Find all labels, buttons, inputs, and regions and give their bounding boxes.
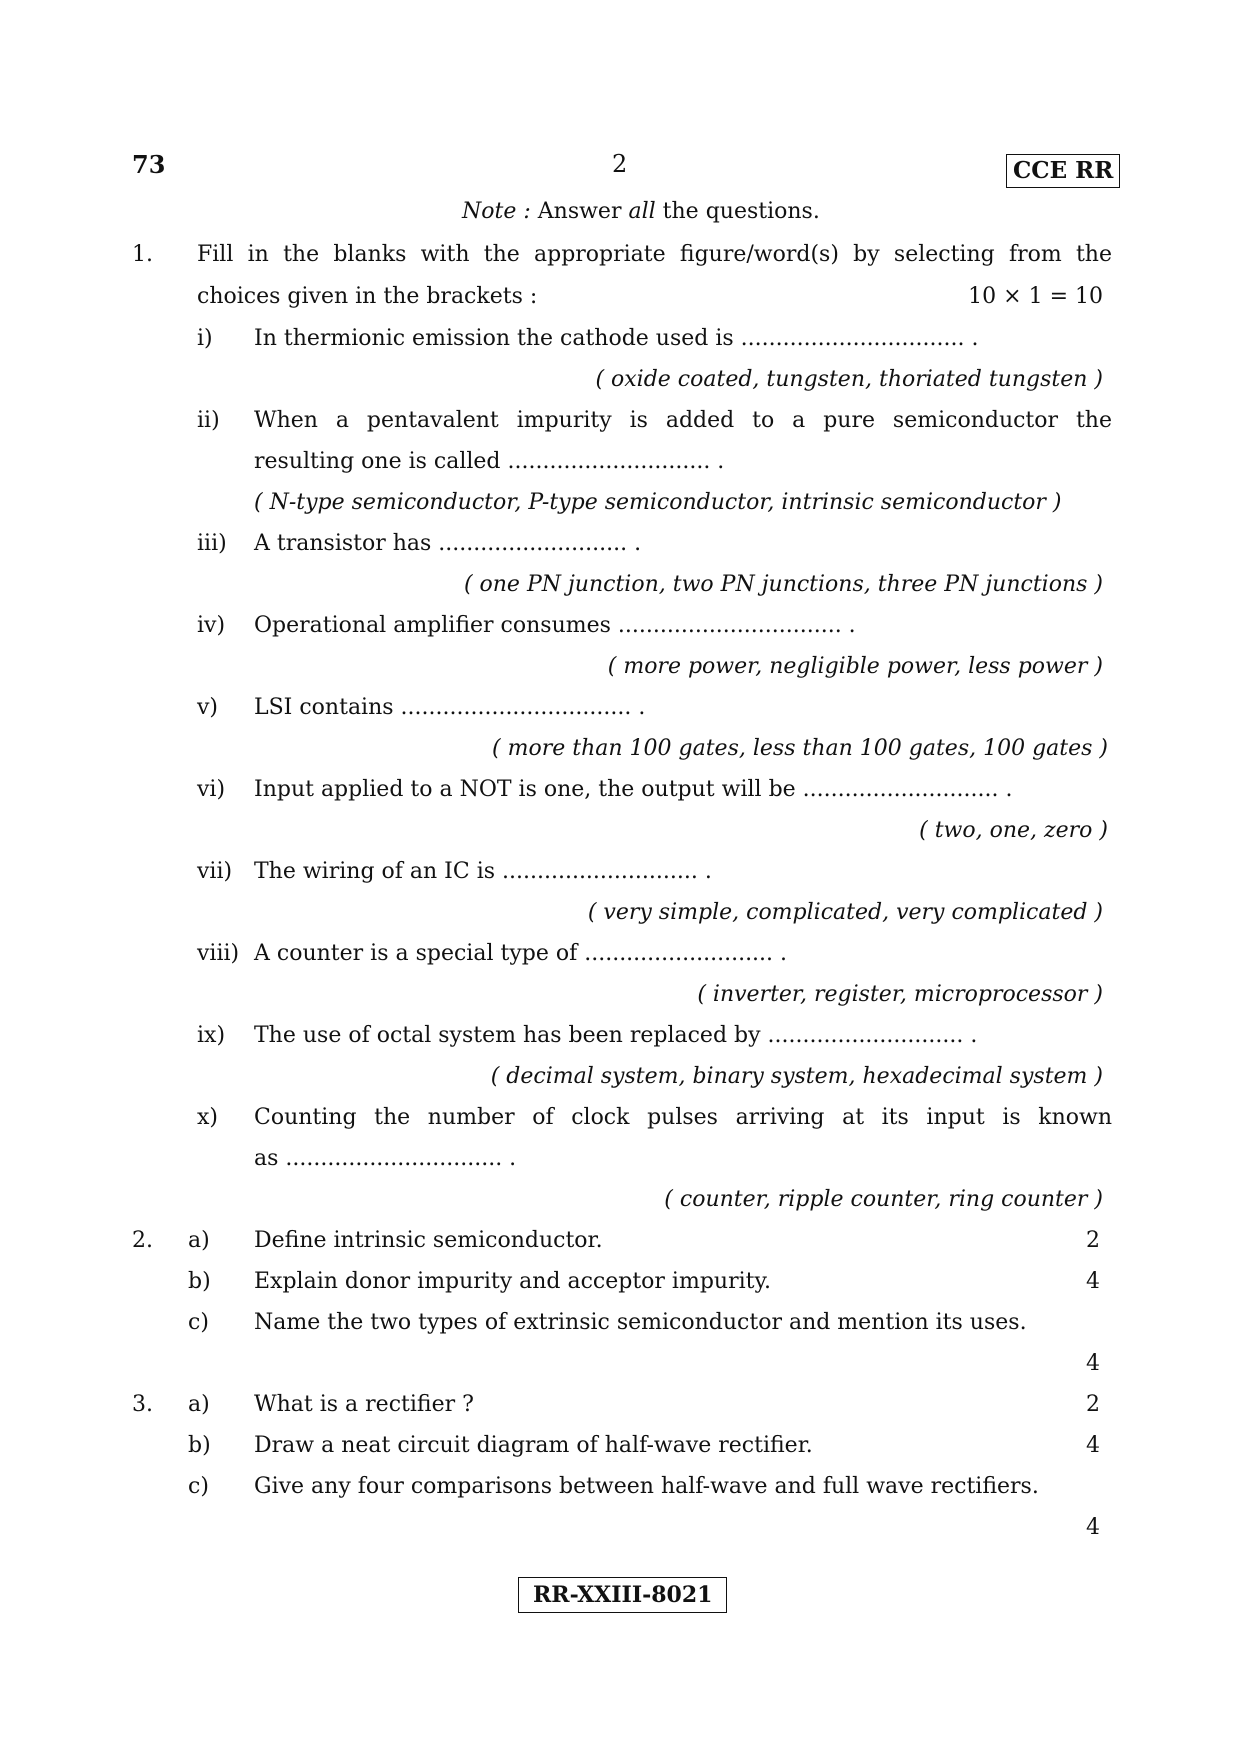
page-index: 2: [612, 150, 628, 178]
note-emphasis: all: [628, 199, 656, 224]
q1-item-ii-text: When a pentavalent impurity is added to a pure semiconductor the: [254, 408, 1112, 433]
q1-item-x-label: x): [197, 1105, 218, 1130]
q3-part-a-label: a): [188, 1392, 210, 1417]
q1-instruction-line2: choices given in the brackets :: [197, 284, 538, 309]
q1-item-ix-label: ix): [197, 1023, 226, 1048]
q2-part-b-marks: 4: [1086, 1269, 1100, 1294]
q1-item-vi-text: Input applied to a NOT is one, the output will be ............................ .: [254, 777, 1013, 802]
q1-item-v-choices: ( more than 100 gates, less than 100 gates, 100 gates ): [492, 736, 1108, 761]
q1-item-iv-text: Operational amplifier consumes ................................ .: [254, 613, 856, 638]
q3-part-a-text: What is a rectifier ?: [254, 1392, 474, 1417]
footer-code-box: RR-XXIII-8021: [518, 1577, 727, 1613]
q2-part-c-text: Name the two types of extrinsic semiconductor and mention its uses.: [254, 1310, 1027, 1335]
q1-item-i-choices: ( oxide coated, tungsten, thoriated tungsten ): [595, 367, 1103, 392]
q1-item-viii-choices: ( inverter, register, microprocessor ): [697, 982, 1103, 1007]
q2-part-b-label: b): [188, 1269, 211, 1294]
q3-part-a-marks: 2: [1086, 1392, 1100, 1417]
q1-item-ix-choices: ( decimal system, binary system, hexadecimal system ): [490, 1064, 1103, 1089]
q1-item-iv-label: iv): [197, 613, 226, 638]
q3-number: 3.: [132, 1392, 153, 1417]
q3-part-c-label: c): [188, 1474, 209, 1499]
q2-number: 2.: [132, 1228, 153, 1253]
q1-item-iii-text: A transistor has ........................... .: [254, 531, 642, 556]
q2-part-b-text: Explain donor impurity and acceptor impurity.: [254, 1269, 771, 1294]
q1-item-vii-text: The wiring of an IC is ............................ .: [254, 859, 712, 884]
q1-item-viii-text: A counter is a special type of ........................... .: [254, 941, 788, 966]
page-number-left: 73: [132, 150, 166, 179]
q1-item-ii-label: ii): [197, 408, 220, 433]
q2-part-c-label: c): [188, 1310, 209, 1335]
q1-item-ii-text2: resulting one is called ............................. .: [254, 449, 725, 474]
q3-part-b-text: Draw a neat circuit diagram of half-wave rectifier.: [254, 1433, 813, 1458]
q3-part-c-marks: 4: [1086, 1515, 1100, 1540]
note-text-after: the questions.: [655, 199, 820, 224]
q1-item-v-text: LSI contains ................................. .: [254, 695, 646, 720]
q1-item-ii-choices: ( N-type semiconductor, P-type semiconductor, intrinsic semiconductor ): [254, 490, 1062, 515]
q3-part-b-label: b): [188, 1433, 211, 1458]
q1-item-ix-text: The use of octal system has been replaced by ............................ .: [254, 1023, 978, 1048]
q1-item-v-label: v): [197, 695, 219, 720]
note-text-before: Answer: [530, 199, 629, 224]
q1-item-viii-label: viii): [197, 941, 240, 966]
q2-part-a-text: Define intrinsic semiconductor.: [254, 1228, 603, 1253]
paper-code-box: CCE RR: [1006, 154, 1120, 188]
q1-item-x-text2: as ............................... .: [254, 1146, 517, 1171]
q2-part-a-marks: 2: [1086, 1228, 1100, 1253]
q2-part-c-marks: 4: [1086, 1351, 1100, 1376]
q1-instruction-line1: Fill in the blanks with the appropriate figure/word(s) by selecting from the: [197, 242, 1112, 267]
q1-item-iii-label: iii): [197, 531, 227, 556]
q3-part-c-text: Give any four comparisons between half-wave and full wave rectifiers.: [254, 1474, 1039, 1499]
q1-item-vii-label: vii): [197, 859, 233, 884]
q1-item-iv-choices: ( more power, negligible power, less power ): [607, 654, 1103, 679]
q1-item-iii-choices: ( one PN junction, two PN junctions, three PN junctions ): [463, 572, 1103, 597]
q3-part-b-marks: 4: [1086, 1433, 1100, 1458]
q1-item-x-choices: ( counter, ripple counter, ring counter ): [664, 1187, 1103, 1212]
note-label: Note :: [462, 199, 531, 224]
q1-item-i-label: i): [197, 326, 213, 351]
q1-item-vi-choices: ( two, one, zero ): [919, 818, 1108, 843]
q2-part-a-label: a): [188, 1228, 210, 1253]
q1-item-x-text: Counting the number of clock pulses arriving at its input is known: [254, 1105, 1112, 1130]
q1-item-vi-label: vi): [197, 777, 226, 802]
q1-marks: 10 × 1 = 10: [968, 284, 1103, 309]
q1-item-i-text: In thermionic emission the cathode used is ................................ .: [254, 326, 979, 351]
note-line: [462, 197, 820, 227]
q1-number: 1.: [132, 242, 153, 267]
q1-item-vii-choices: ( very simple, complicated, very complicated ): [587, 900, 1103, 925]
